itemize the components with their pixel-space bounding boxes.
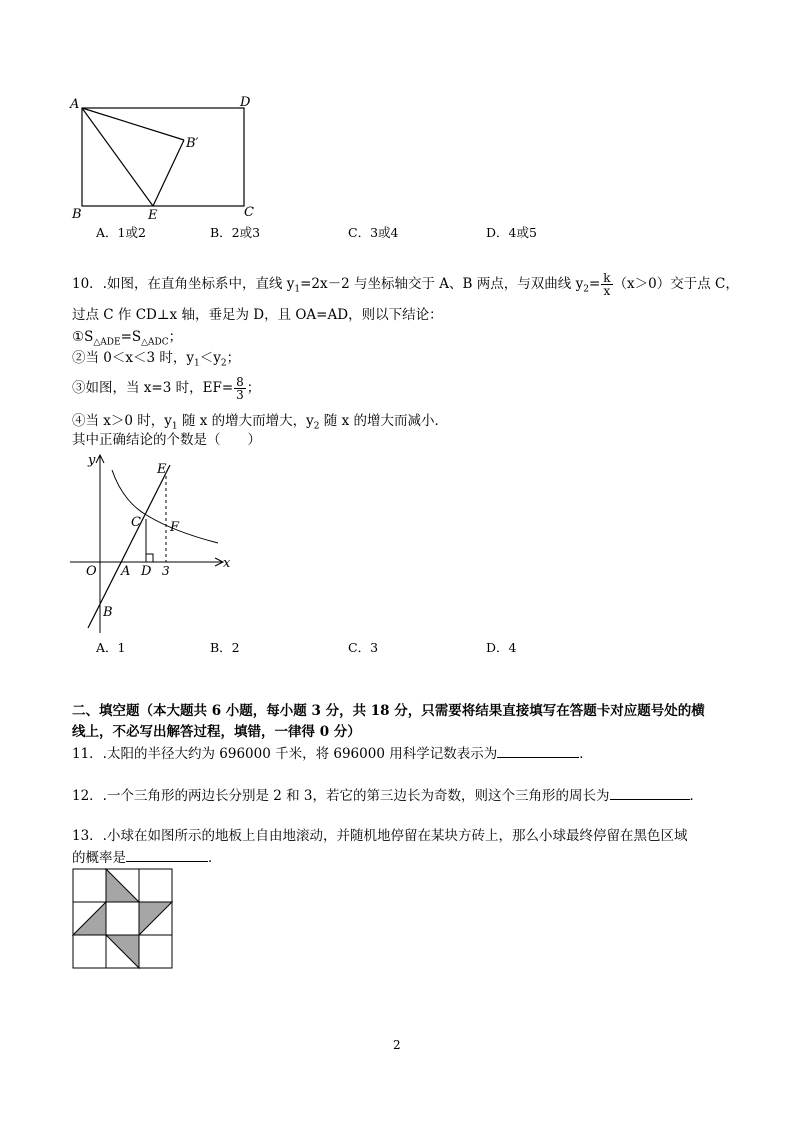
- q10-stem-line1: [72, 272, 739, 299]
- section2-heading-line2: 线上，不必写出解答过程，填错，一律得 0 分）: [72, 724, 361, 740]
- q10-option-a[interactable]: A．1: [96, 640, 126, 655]
- q10-subscript-1: 1: [294, 284, 301, 295]
- shaded-triangle-right: [139, 902, 172, 935]
- c4-text-c: 随 x 的增大而减小．: [319, 413, 449, 429]
- fraction-8-over-3: [234, 376, 246, 401]
- q12-answer-blank[interactable]: [610, 785, 690, 800]
- label-e: E: [157, 462, 167, 477]
- q10-option-b[interactable]: B．2: [210, 640, 240, 655]
- q13-text: 的概率是: [72, 850, 126, 866]
- q10-stem-text-b: =2x－2 与坐标轴交于 A、B 两点，与双曲线 y: [300, 276, 584, 292]
- label-a: A: [70, 97, 80, 112]
- c1-subscript-2: △ADC: [141, 337, 169, 348]
- label-d: D: [141, 564, 152, 579]
- hyperbola-curve: [112, 470, 218, 543]
- c2-subscript-2: 2: [220, 358, 227, 369]
- c2-subscript-1: 1: [194, 358, 200, 369]
- q11-line: [72, 743, 593, 763]
- rectangle-abcd: [82, 108, 244, 206]
- q13-answer-blank[interactable]: [126, 847, 208, 862]
- q10-stem-line2: 过点 C 作 CD⊥x 轴，垂足为 D，且 OA=AD，则以下结论：: [72, 307, 443, 323]
- c1-subscript-1: △ADE: [93, 337, 121, 348]
- c3-numerator: 8: [236, 375, 244, 389]
- label-c: C: [244, 205, 254, 220]
- shaded-triangle-bottom: [106, 935, 139, 968]
- label-o: O: [86, 564, 97, 579]
- q9-option-b[interactable]: B．2或3: [210, 225, 261, 240]
- label-b: B: [72, 207, 82, 222]
- q9-option-c[interactable]: C．3或4: [348, 225, 399, 240]
- shaded-triangle-left: [73, 902, 106, 935]
- q10-conclusion-3: [72, 376, 260, 401]
- q10-subscript-2: 2: [583, 284, 589, 295]
- q11-end-mark: ．: [579, 746, 593, 762]
- c2-text-a: ②当 0＜x＜3 时，y: [72, 350, 195, 366]
- q10-question: 其中正确结论的个数是（ ）: [72, 432, 261, 448]
- rectangle-fold-figure: [60, 88, 270, 224]
- q13-line2: [72, 847, 222, 867]
- coordinate-graph-figure: [65, 450, 240, 635]
- q10-equals: =: [588, 276, 601, 292]
- segment-b-prime-e: [153, 140, 184, 206]
- c4-text-b: 随 x 的增大而增大，y: [177, 413, 314, 429]
- q12-end-mark: ．: [689, 788, 704, 804]
- q12-text: 12．.一个三角形的两边长分别是 2 和 3，若它的第三边长为奇数，则这个三角形的周长为: [72, 788, 610, 804]
- q10-stem-text-a: 10．.如图，在直角坐标系中，直线 y: [72, 276, 295, 292]
- q13-line1: 13．.小球在如图所示的地板上自由地滚动，并随机地停留在某块方砖上，那么小球最终停留在黑色区域: [72, 828, 688, 844]
- c1-text-b: =S: [120, 329, 142, 345]
- c2-text-b: ＜y: [199, 350, 221, 366]
- q11-answer-blank[interactable]: [497, 743, 579, 758]
- label-f: F: [170, 520, 180, 535]
- c3-text-b: ；: [246, 380, 261, 396]
- q9-option-a[interactable]: A．1或2: [96, 225, 146, 240]
- label-d: D: [240, 95, 251, 110]
- tile-grid-lines: [73, 869, 172, 968]
- q9-option-d[interactable]: D．4或5: [486, 225, 537, 240]
- label-b: B: [103, 605, 113, 620]
- label-a: A: [121, 564, 131, 579]
- q10-option-c[interactable]: C．3: [348, 640, 379, 655]
- floor-tile-grid-figure: [72, 868, 174, 970]
- c3-text-a: ③如图，当 x=3 时，EF=: [72, 380, 234, 396]
- q10-option-d[interactable]: D．4: [486, 640, 517, 655]
- c1-text-c: ；: [168, 329, 183, 345]
- page-number: 2: [393, 1038, 401, 1052]
- label-c: C: [131, 515, 141, 530]
- c4-text-a: ④当 x＞0 时，y: [72, 413, 172, 429]
- fraction-denominator: x: [603, 284, 611, 298]
- q11-text: 11．.太阳的半径大约为 696000 千米，将 696000 用科学记数表示为: [72, 746, 498, 762]
- q12-line: [72, 785, 703, 805]
- label-b-prime: B′: [186, 136, 199, 151]
- right-angle-mark: [146, 554, 153, 562]
- c4-subscript-1: 1: [171, 421, 178, 432]
- c1-text-a: ①S: [72, 329, 94, 345]
- q10-conclusion-2: [72, 349, 240, 373]
- c2-text-c: ；: [226, 350, 241, 366]
- section2-heading-line1: 二、填空题（本大题共 6 小题，每小题 3 分，共 18 分，只需要将结果直接填写在答题卡对应题号处的横: [72, 703, 705, 719]
- q10-stem-text-c: （x＞0）交于点 C，: [613, 276, 739, 292]
- c3-denominator: 3: [236, 388, 244, 402]
- fraction-k-over-x: [601, 272, 612, 297]
- label-e: E: [148, 208, 158, 223]
- label-y-axis: y: [88, 453, 96, 468]
- segment-ab-prime: [82, 108, 184, 140]
- label-x-axis: x: [223, 556, 231, 571]
- c4-subscript-2: 2: [313, 421, 320, 432]
- fraction-numerator: k: [603, 271, 611, 285]
- shaded-triangle-top: [106, 869, 139, 902]
- q13-end-mark: ．: [208, 850, 222, 866]
- label-three: 3: [162, 564, 170, 578]
- segment-ae: [82, 108, 153, 206]
